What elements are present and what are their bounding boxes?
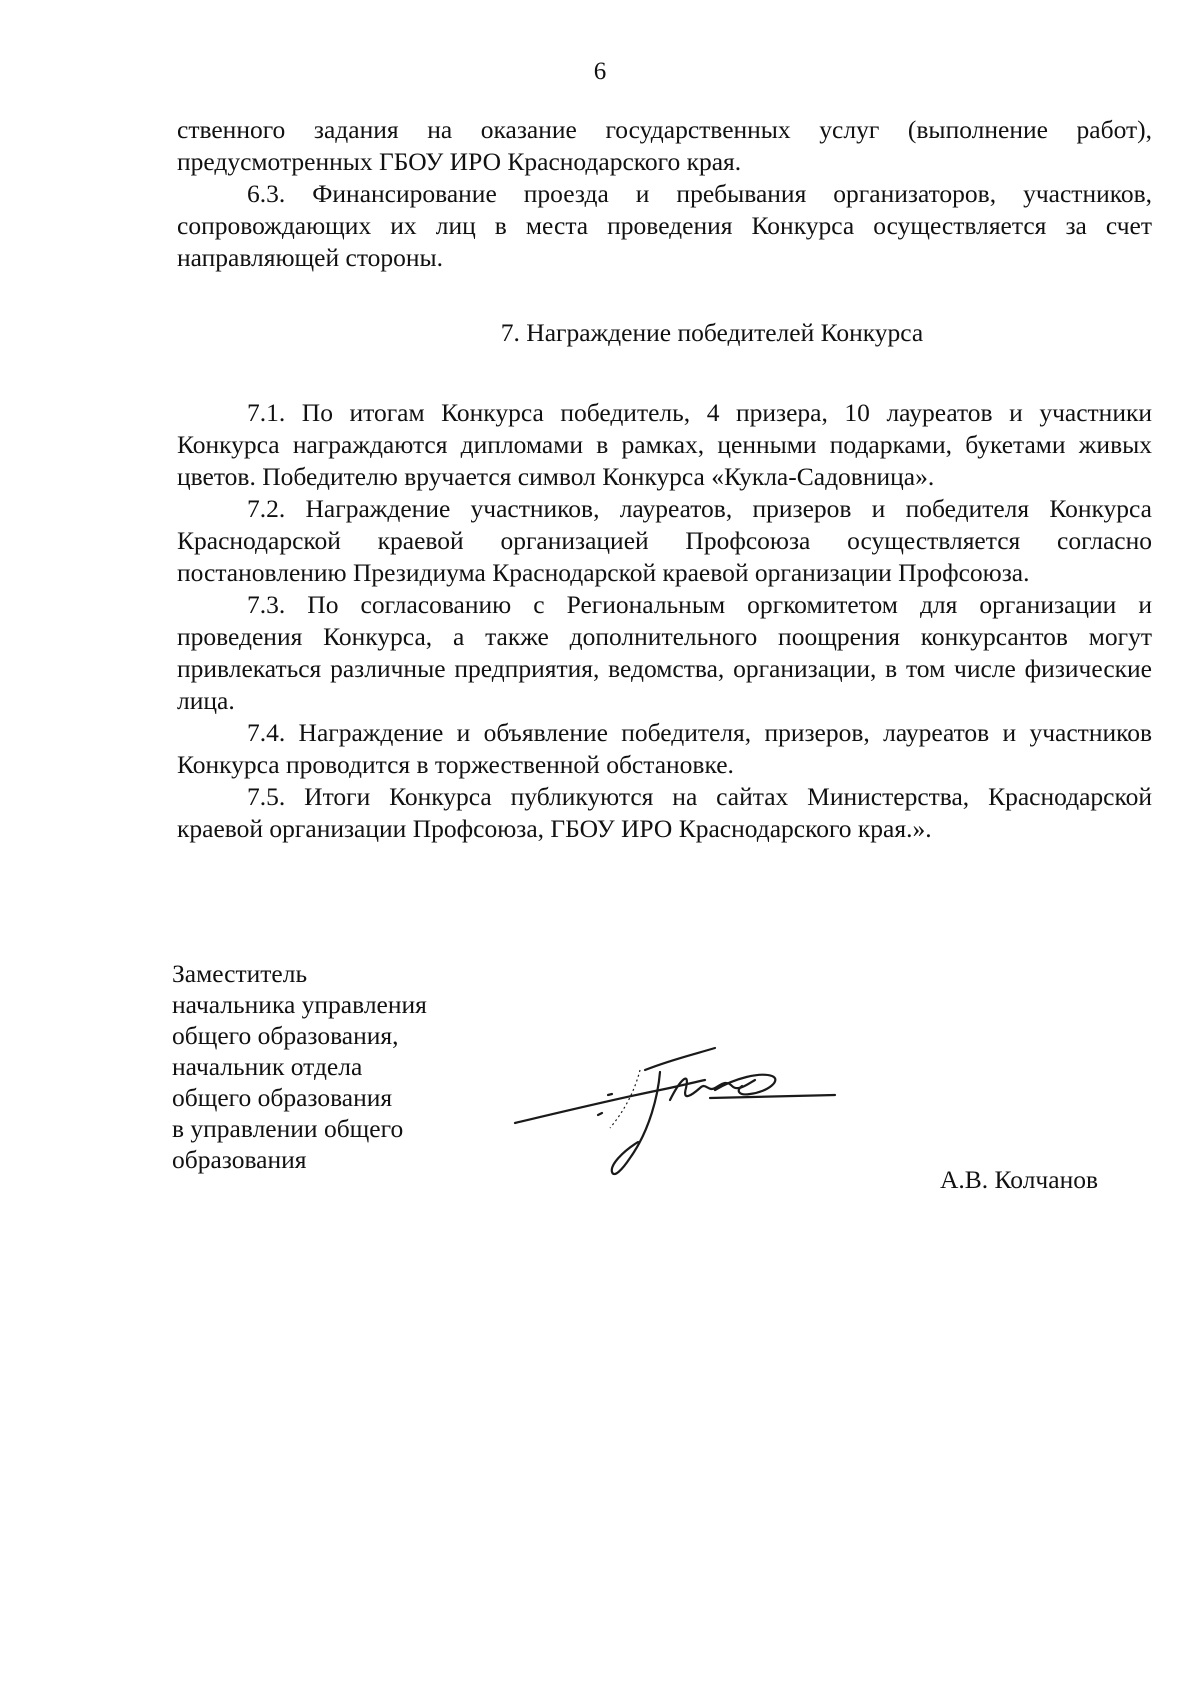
position-line: в управлении общего	[172, 1114, 404, 1143]
position-line: Заместитель	[172, 959, 308, 988]
position-line: начальника управления	[172, 990, 427, 1019]
page-number: 6	[593, 58, 607, 85]
signatory-name: А.В. Колчанов	[940, 1165, 1099, 1194]
paragraph-continuation: ственного задания на оказание государственных услуг (выполнение работ), предусмотренных ГБОУ ИРО Краснодарского края.	[177, 115, 1152, 176]
position-line: образования	[172, 1145, 307, 1174]
paragraph-7-2: 7.2. Награждение участников, лауреатов, призеров и победителя Конкурса Краснодарской краевой организацией Профсоюза осуществляется согласно постановлению Президиума Краснодарской краевой организации Профсоюза.	[177, 494, 1152, 587]
position-line: общего образования,	[172, 1021, 399, 1050]
position-line: начальник отдела	[172, 1052, 363, 1081]
paragraph-7-1: 7.1. По итогам Конкурса победитель, 4 призера, 10 лауреатов и участники Конкурса награждаются дипломами в рамках, ценными подарками, букетами живых цветов. Победителю вручается символ Конкурса «Кукла-Садовница».	[177, 398, 1152, 491]
section-heading: 7. Награждение победителей Конкурса	[500, 318, 924, 347]
position-line: общего образования	[172, 1083, 393, 1112]
paragraph-7-4: 7.4. Награждение и объявление победителя, призеров, лауреатов и участников Конкурса проводится в торжественной обстановке.	[177, 718, 1152, 779]
paragraph-7-5: 7.5. Итоги Конкурса публикуются на сайтах Министерства, Краснодарской краевой организации Профсоюза, ГБОУ ИРО Краснодарского края.».	[177, 782, 1152, 843]
paragraph-7-3: 7.3. По согласованию с Региональным оргкомитетом для организации и проведения Конкурса, а также дополнительного поощрения конкурсантов могут привлекаться различные предприятия, ведомства, организации, в том числе физические лица.	[177, 590, 1152, 715]
signatory-position	[172, 958, 427, 1175]
paragraph-6-3: 6.3. Финансирование проезда и пребывания организаторов, участников, сопровождающих их лиц в места проведения Конкурса осуществляется за счет направляющей стороны.	[177, 179, 1152, 272]
document-body	[177, 114, 1152, 845]
handwritten-signature	[510, 1040, 840, 1190]
